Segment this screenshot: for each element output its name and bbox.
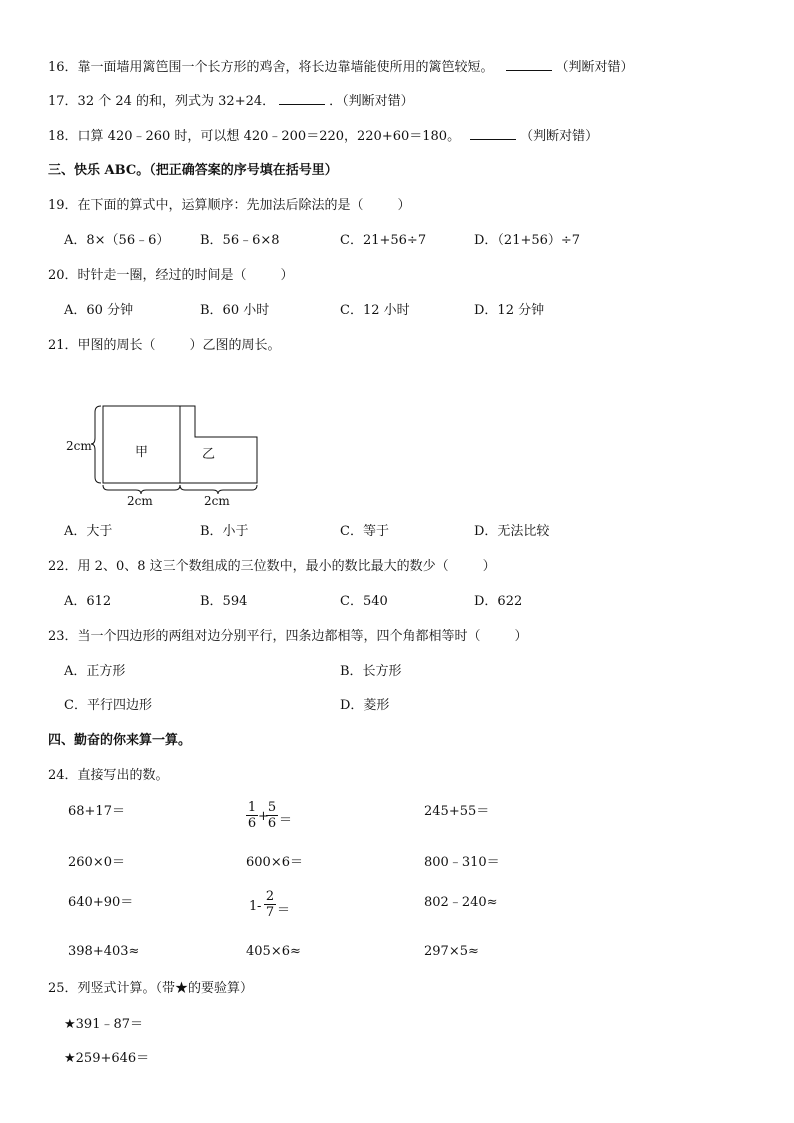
- calc-item: 260×0＝: [68, 855, 125, 870]
- question-20: [48, 267, 294, 285]
- paren-close: ）: [514, 629, 528, 644]
- question-18-text: 18．口算 420﹣260 时，可以想 420﹣200＝220，220+60＝180。: [48, 129, 461, 144]
- option-d[interactable]: D．无法比较: [474, 524, 550, 539]
- option-a[interactable]: A．60 分钟: [64, 303, 134, 318]
- option-c[interactable]: C．等于: [340, 524, 389, 539]
- fraction: [246, 800, 258, 831]
- denominator: 7: [265, 905, 275, 920]
- question-17-text: 17．32 个 24 的和，列式为 32+24．: [48, 94, 276, 109]
- option-c[interactable]: C．21+56÷7: [340, 233, 427, 248]
- calc-item: 297×5≈: [424, 944, 479, 959]
- denominator: 6: [247, 816, 257, 831]
- denominator: 6: [267, 816, 277, 831]
- operator: -: [257, 899, 262, 914]
- numerator: 2: [265, 889, 275, 904]
- option-a[interactable]: A．8×（56﹣6）: [64, 233, 170, 248]
- option-a[interactable]: A．正方形: [64, 664, 126, 679]
- question-17-suffix: ．（判断对错）: [329, 94, 414, 109]
- paren-close: ）: [397, 198, 411, 213]
- paren-close: ）: [482, 559, 496, 574]
- option-d[interactable]: D．（21+56）÷7: [474, 233, 581, 248]
- section-4-heading: 四、勤奋的你来算一算。: [48, 733, 192, 748]
- vertical-calc-item: ★259+646＝: [64, 1051, 150, 1066]
- calc-item: 640+90＝: [68, 895, 134, 910]
- option-d[interactable]: D．12 分钟: [474, 303, 545, 318]
- section-3-heading: 三、快乐 ABC。（把正确答案的序号填在括号里）: [48, 163, 338, 178]
- bottom-right-length-label: 2cm: [204, 494, 230, 508]
- question-21-text: 21．甲图的周长（: [48, 338, 156, 353]
- vertical-calc-item: ★391﹣87＝: [64, 1017, 144, 1032]
- option-d[interactable]: D．622: [474, 594, 523, 609]
- answer-blank[interactable]: [506, 58, 552, 71]
- question-25: 25．列竖式计算。（带★的要验算）: [48, 981, 254, 996]
- question-19: [48, 197, 411, 215]
- numerator: 1: [247, 800, 257, 815]
- calc-item: 405×6≈: [246, 944, 301, 959]
- option-b[interactable]: B．小于: [200, 524, 249, 539]
- operator: +: [258, 809, 269, 824]
- question-18-suffix: （判断对错）: [520, 129, 599, 144]
- question-23-text: 23．当一个四边形的两组对边分别平行，四条边都相等，四个角都相等时（: [48, 629, 481, 644]
- question-16-suffix: （判断对错）: [555, 60, 634, 75]
- option-b[interactable]: B．594: [200, 594, 248, 609]
- shape-b-label: 乙: [202, 447, 216, 462]
- option-b[interactable]: B．56﹣6×8: [200, 233, 280, 248]
- calc-item: 398+403≈: [68, 944, 140, 959]
- option-b[interactable]: B．60 小时: [200, 303, 270, 318]
- calc-item: 800﹣310＝: [424, 855, 500, 870]
- paren-close: ）: [280, 268, 294, 283]
- question-21-tail: ）乙图的周长。: [189, 338, 281, 353]
- shape-a-label: 甲: [135, 445, 149, 460]
- bottom-left-length-label: 2cm: [127, 494, 153, 508]
- left-brace: [91, 406, 101, 483]
- option-d[interactable]: D．菱形: [340, 698, 390, 713]
- question-22: [48, 558, 496, 576]
- option-c[interactable]: C．平行四边形: [64, 698, 152, 713]
- question-18: [48, 127, 598, 146]
- answer-blank[interactable]: [470, 127, 516, 140]
- calc-item: 68+17＝: [68, 804, 125, 819]
- option-a[interactable]: A．大于: [64, 524, 113, 539]
- shape-b-outline: [180, 406, 257, 483]
- equals-sign: ＝: [277, 903, 291, 918]
- numerator: 5: [267, 800, 277, 815]
- question-24: 24．直接写出的数。: [48, 768, 169, 783]
- question-16-text: 16．靠一面墙用篱笆围一个长方形的鸡舍，将长边靠墙能使所用的篱笆较短。: [48, 60, 494, 75]
- bottom-brace-left: [103, 485, 180, 494]
- question-20-text: 20．时针走一圈，经过的时间是（: [48, 268, 247, 283]
- answer-blank[interactable]: [279, 92, 325, 105]
- whole-number: 1: [249, 899, 258, 914]
- calc-item: 802﹣240≈: [424, 895, 498, 910]
- option-a[interactable]: A．612: [64, 594, 112, 609]
- bottom-brace-right: [180, 485, 257, 494]
- equals-sign: ＝: [279, 813, 293, 828]
- calc-item: 245+55＝: [424, 804, 490, 819]
- fraction: [266, 800, 278, 831]
- option-c[interactable]: C．12 小时: [340, 303, 410, 318]
- perimeter-figure: [60, 398, 270, 510]
- left-length-label: 2cm: [66, 439, 92, 453]
- calc-item: 600×6＝: [246, 855, 303, 870]
- question-16: [48, 58, 634, 77]
- question-21: [48, 337, 281, 355]
- question-19-text: 19．在下面的算式中，运算顺序：先加法后除法的是（: [48, 198, 364, 213]
- question-17: [48, 92, 414, 111]
- question-22-text: 22．用 2、0、8 这三个数组成的三位数中，最小的数比最大的数少（: [48, 559, 449, 574]
- fraction: [264, 889, 276, 920]
- option-b[interactable]: B．长方形: [340, 664, 402, 679]
- option-c[interactable]: C．540: [340, 594, 388, 609]
- question-23: [48, 628, 528, 646]
